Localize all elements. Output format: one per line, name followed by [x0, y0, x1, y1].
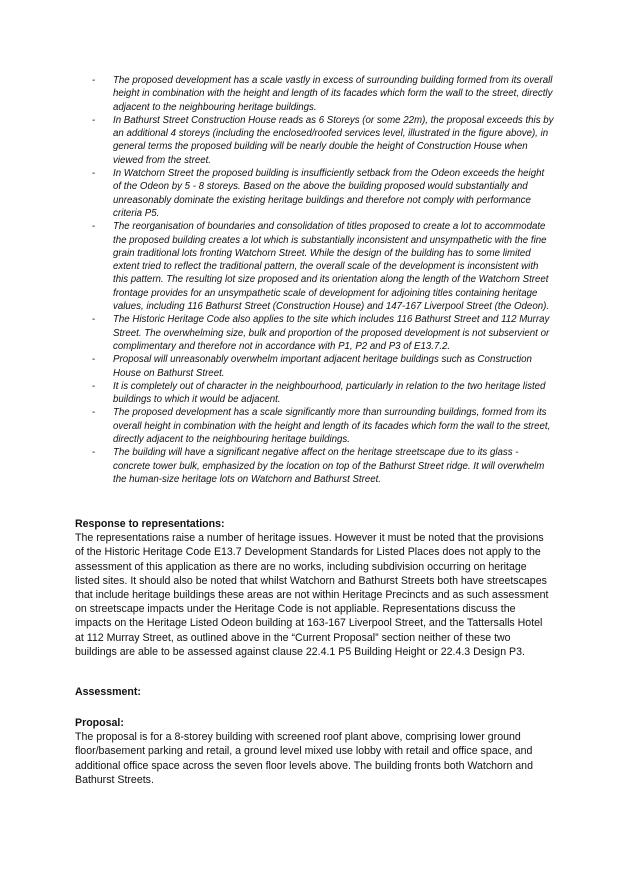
objection-text: In Bathurst Street Construction House reads as 6 Storeys (or some 22m), the proposal exceeds this by an additional 4 storeys (including the enclosed/roofed services level, illustrated in the figure above), in general terms the proposed building will be nearly double the height of Construction House when viewed from the street.: [113, 114, 554, 166]
objections-list: [92, 74, 554, 486]
list-item: [92, 114, 554, 167]
bullet-dash: -: [92, 114, 96, 126]
objection-text: The reorganisation of boundaries and consolidation of titles proposed to create a lot to accommodate the proposed building creates a lot which is substantially inconsistent and unsympathetic with the fine grain traditional lots fronting Watchorn Street. While the design of the building has to some limited extent tried to reflect the traditional pattern, the overall scale of the development is inconsistent with this pattern. The resulting lot size proposed and its orientation along the length of the Watchorn Street frontage provides for an unsympathetic scale of development for adjoining titles containing heritage values, including 116 Bathurst Street (Construction House) and 147-167 Liverpool Street (the Odeon).: [113, 221, 550, 313]
objection-text: It is completely out of character in the neighbourhood, particularly in relation to the two heritage listed buildings to which it would be adjacent.: [113, 380, 546, 406]
proposal-section: [75, 716, 553, 787]
bullet-dash: -: [92, 168, 96, 180]
assessment-section: [75, 685, 553, 699]
bullet-dash: -: [92, 221, 96, 233]
assessment-heading: Assessment:: [75, 686, 141, 698]
proposal-body: The proposal is for a 8-storey building with screened roof plant above, comprising lower ground floor/basement parking and retail, a ground level mixed use lobby with retail and office space, and additional office space across the seven floor levels above. The building fronts both Watchorn and Bathurst Streets.: [75, 731, 533, 786]
list-item: [92, 406, 554, 446]
list-item: [92, 74, 554, 114]
list-item: [92, 380, 554, 407]
bullet-dash: -: [92, 75, 96, 86]
list-item: [92, 167, 554, 220]
objection-text: The building will have a significant negative affect on the heritage streetscape due to its glass - concrete tower bulk, emphasized by the location on top of the Bathurst Street ridge. It will overwhelm the human-size heritage lots on Watchorn and Bathurst Street.: [113, 447, 545, 485]
objection-text: Proposal will unreasonably overwhelm important adjacent heritage buildings such as Construction House on Bathurst Street.: [113, 354, 532, 379]
objection-text: The proposed development has a scale significantly more than surrounding buildings, formed from its overall height in combination with the height and length of its facades which form the wall to the street, directly adjacent to the neighbouring heritage buildings.: [113, 407, 551, 446]
response-body: The representations raise a number of heritage issues. However it must be noted that the provisions of the Historic Heritage Code E13.7 Development Standards for Listed Places does not apply to the assessment of this application as there are no works, including subdivision occurring on heritage listed sites. It should also be noted that whilst Watchorn and Bathurst Streets both have streetscapes that include heritage buildings these areas are not within Heritage Precincts and as such assessment on streetscape impacts under the Heritage Code is not appliable. Representations discuss the impacts on the Heritage Listed Odeon building at 163-167 Liverpool Street, and the Tattersalls Hotel at 112 Murray Street, as outlined above in the “Current Proposal” section neither of these two buildings are able to be assessed against clause 22.4.1 P5 Building Height or 22.4.3 Design P3.: [75, 532, 549, 658]
list-item: [92, 353, 554, 380]
bullet-dash: -: [92, 380, 96, 392]
response-section: [75, 517, 553, 659]
response-heading: Response to representations:: [75, 518, 225, 530]
bullet-dash: -: [92, 407, 96, 419]
objection-text: The Historic Heritage Code also applies to the site which includes 116 Bathurst Street and 112 Murray Street. The overwhelming size, bulk and proportion of the proposed development is not subservient or complimentary and therefore not in accordance with P1, P2 and P3 of E13.7.2.: [113, 314, 550, 352]
list-item: [92, 220, 554, 313]
list-item: [92, 313, 554, 353]
objection-text: The proposed development has a scale vastly in excess of surrounding building formed from its overall height in combination with the height and length of its facades which form the wall to the street, directly adjacent to the neighbouring heritage buildings.: [113, 75, 553, 113]
bullet-dash: -: [92, 447, 96, 459]
bullet-dash: -: [92, 354, 96, 366]
list-item: [92, 446, 554, 486]
proposal-heading: Proposal:: [75, 717, 124, 729]
objection-text: In Watchorn Street the proposed building is insufficiently setback from the Odeon exceeds the height of the Odeon by 5 - 8 storeys. Based on the above the building proposed would substantially and unreasonably dominate the existing heritage buildings and therefore not comply with performance criteria P5.: [113, 168, 545, 219]
bullet-dash: -: [92, 314, 96, 326]
